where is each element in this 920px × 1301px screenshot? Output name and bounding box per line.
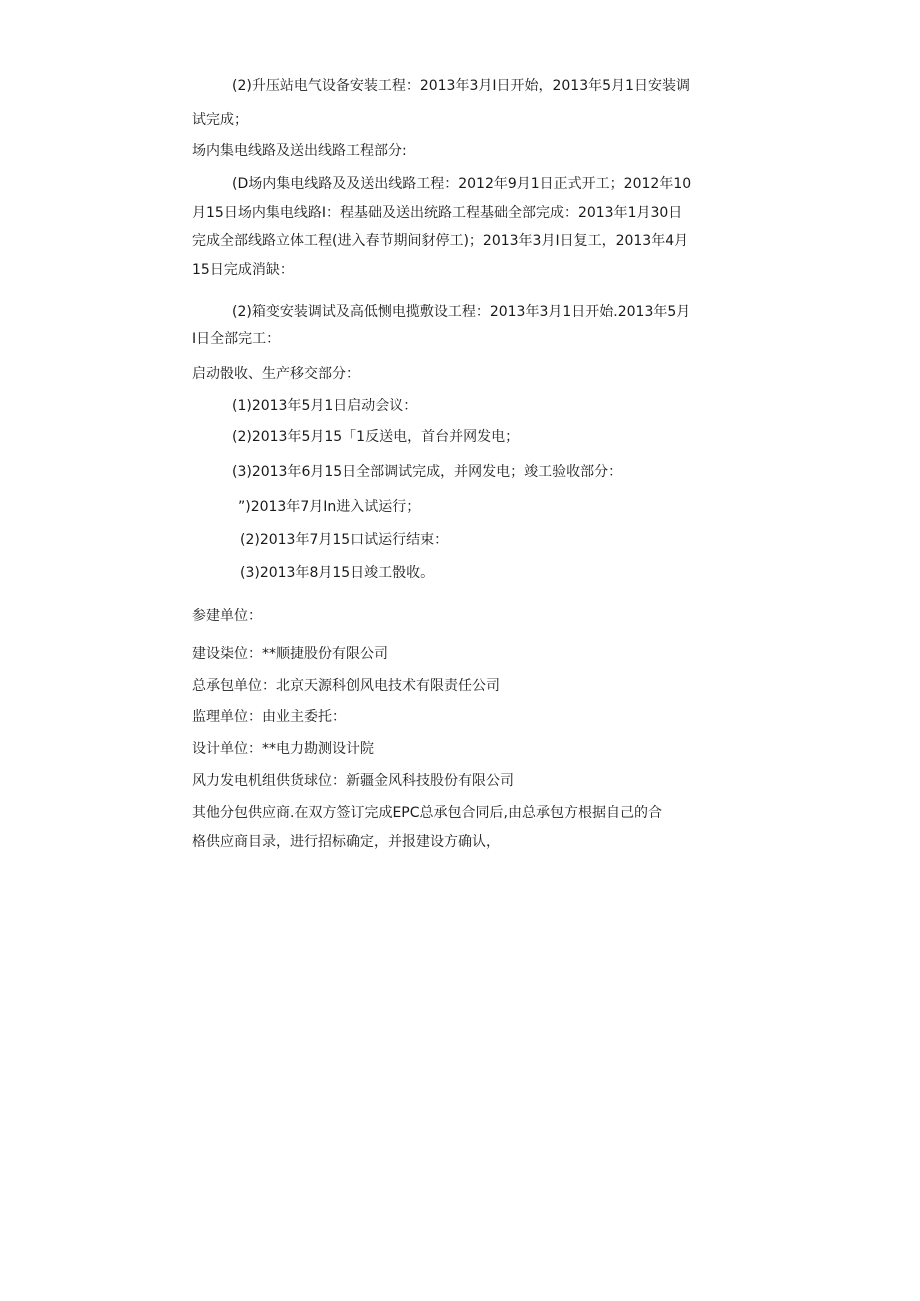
text-line: 设计单位：**电力勘测设计院 [192, 741, 374, 757]
section-heading: 启动骰收、生产移交部分： [192, 366, 360, 382]
text-line: 总承包单位：北京天源科创风电技术有限责任公司 [192, 678, 500, 694]
text-line: 完成全部线路立体工程(进入春节期间豺停工)；2013年3月I日复工，2013年4月 [192, 233, 689, 249]
text-line: I日全部完工： [192, 331, 281, 347]
text-line: (2)2013年5月15「1反送电，首台并网发电； [232, 429, 520, 445]
text-line: 格供应商目录，进行招标确定，并报建设方确认， [192, 834, 500, 850]
section-heading: 参建单位： [192, 608, 262, 624]
text-line: 场内集电线路及送出线路工程部分: [192, 143, 407, 159]
text-line: (2)2013年7月15口试运行结束： [240, 532, 449, 548]
text-line: (3)2013年6月15日全部调试完成，并网发电；竣工验收部分： [232, 464, 623, 480]
text-line: 试完成； [192, 112, 248, 128]
text-line: (1)2013年5月1日启动会议： [232, 398, 418, 414]
text-line: 其他分包供应商.在双方签订完成EPC总承包合同后,由总承包方根据自己的合 [192, 805, 662, 821]
text-line: 月15日场内集电线路I：程基础及送出统路工程基础全部完成：2013年1月30日 [192, 205, 683, 221]
text-line: (2)升压站电气设备安装工程：2013年3月I日开始，2013年5月1日安装调 [232, 78, 690, 94]
text-line: 建设柒位：**顺捷股份有限公司 [192, 646, 388, 662]
text-line: 监理单位：由业主委托： [192, 709, 346, 725]
text-line: 15日完成消缺： [192, 262, 294, 278]
text-line: 风力发电机组供货球位：新疆金风科技股份有限公司 [192, 773, 514, 789]
text-line: (D场内集电线路及及送出线路工程：2012年9月1日正式开工；2012年10 [232, 176, 692, 192]
text-line: ”)2013年7月In进入试运行； [238, 499, 421, 515]
text-line: (2)箱变安装调试及高低恻电揽敷设工程：2013年3月1日开始.2013年5月 [232, 304, 691, 320]
text-line: (3)2013年8月15日竣工骰收。 [240, 565, 435, 581]
